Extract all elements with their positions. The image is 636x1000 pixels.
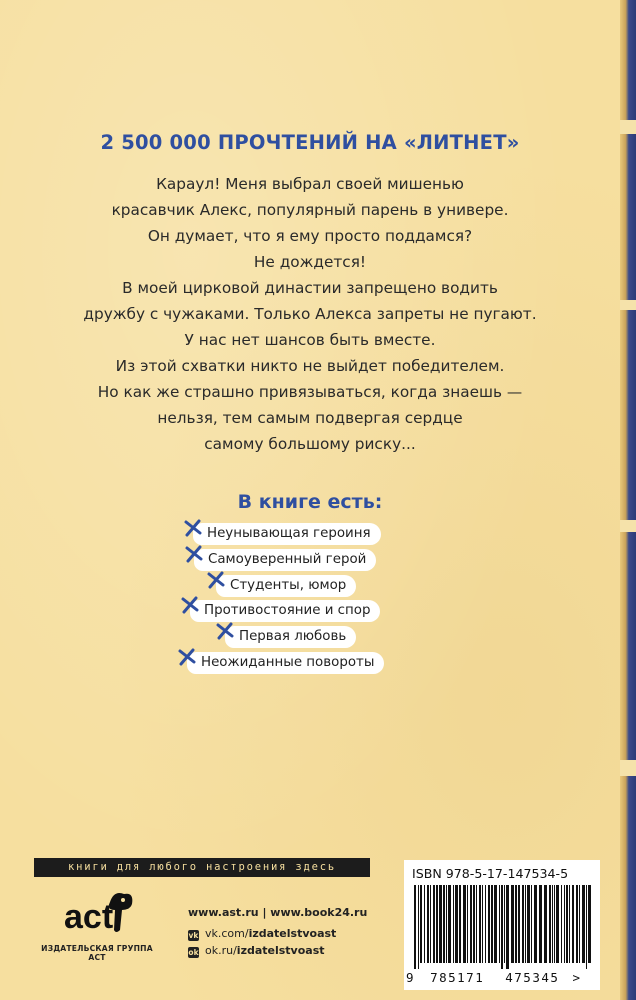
blurb-line: красавчик Алекс, популярный парень в универе. <box>111 201 509 219</box>
vk-prefix: vk.com/ <box>205 927 249 940</box>
ok-link[interactable] <box>188 944 325 958</box>
websites[interactable]: www.ast.ru | www.book24.ru <box>188 906 368 919</box>
blurb-line: Из этой схватки никто не выйдет победителем. <box>115 357 505 375</box>
logo-text: act <box>64 898 114 936</box>
publisher-name: ИЗДАТЕЛЬСКАЯ ГРУППА АСТ <box>41 944 153 962</box>
ok-icon: ok <box>188 948 199 957</box>
blurb-line: нельзя, тем самым подвергая сердце <box>157 409 463 427</box>
ast-logo <box>62 888 138 940</box>
feature-label: Неунывающая героиня <box>193 523 381 545</box>
ok-handle: izdatelstvoast <box>236 944 325 957</box>
feature-label: Студенты, юмор <box>216 575 356 597</box>
blurb-line: самому большому риску... <box>204 435 416 453</box>
annotation-text <box>0 171 620 457</box>
blurb-line: Караул! Меня выбрал своей мишенью <box>156 175 464 193</box>
isbn-text: ISBN 978-5-17-147534-5 <box>412 866 569 881</box>
cross-mark-icon <box>206 570 226 590</box>
publisher-links <box>188 906 368 957</box>
headline: 2 500 000 ПРОЧТЕНИЙ НА «ЛИТНЕТ» <box>100 131 520 154</box>
blurb-line: В моей цирковой династии запрещено водить <box>122 279 498 297</box>
blurb-line: Но как же страшно привязываться, когда знаешь — <box>97 383 523 401</box>
blurb-line: дружбу с чужаками. Только Алекса запреты не пугают. <box>83 305 537 323</box>
barcode <box>404 860 600 990</box>
vk-link[interactable] <box>188 927 336 941</box>
blurb-line: Он думает, что я ему просто поддамся? <box>147 227 473 245</box>
feature-label: Неожиданные повороты <box>187 652 384 674</box>
cross-mark-icon <box>184 544 204 564</box>
barcode-digits-left: 785171 <box>430 970 485 985</box>
feature-label: Самоуверенный герой <box>194 549 376 571</box>
features-title: В книге есть: <box>237 491 383 513</box>
barcode-tail: > <box>572 970 582 985</box>
feature-label: Первая любовь <box>225 626 356 648</box>
barcode-digits <box>406 970 598 985</box>
cross-mark-icon <box>183 518 203 538</box>
cross-mark-icon <box>177 647 197 667</box>
barcode-bars <box>414 885 592 969</box>
vk-handle: izdatelstvoast <box>248 927 337 940</box>
footer-banner <box>34 858 370 877</box>
spine-edge <box>620 0 636 1000</box>
cross-mark-icon <box>180 595 200 615</box>
feature-label: Противостояние и спор <box>190 600 380 622</box>
barcode-digits-right: 475345 <box>505 970 560 985</box>
cross-mark-icon <box>215 621 235 641</box>
blurb-line: Не дождется! <box>253 253 367 271</box>
vk-icon: vk <box>188 931 199 940</box>
ok-prefix: ok.ru/ <box>205 944 237 957</box>
barcode-digit-lead: 9 <box>406 970 416 985</box>
blurb-line: У нас нет шансов быть вместе. <box>184 331 436 349</box>
footer-banner-text: книги для любого настроения здесь <box>67 861 336 873</box>
